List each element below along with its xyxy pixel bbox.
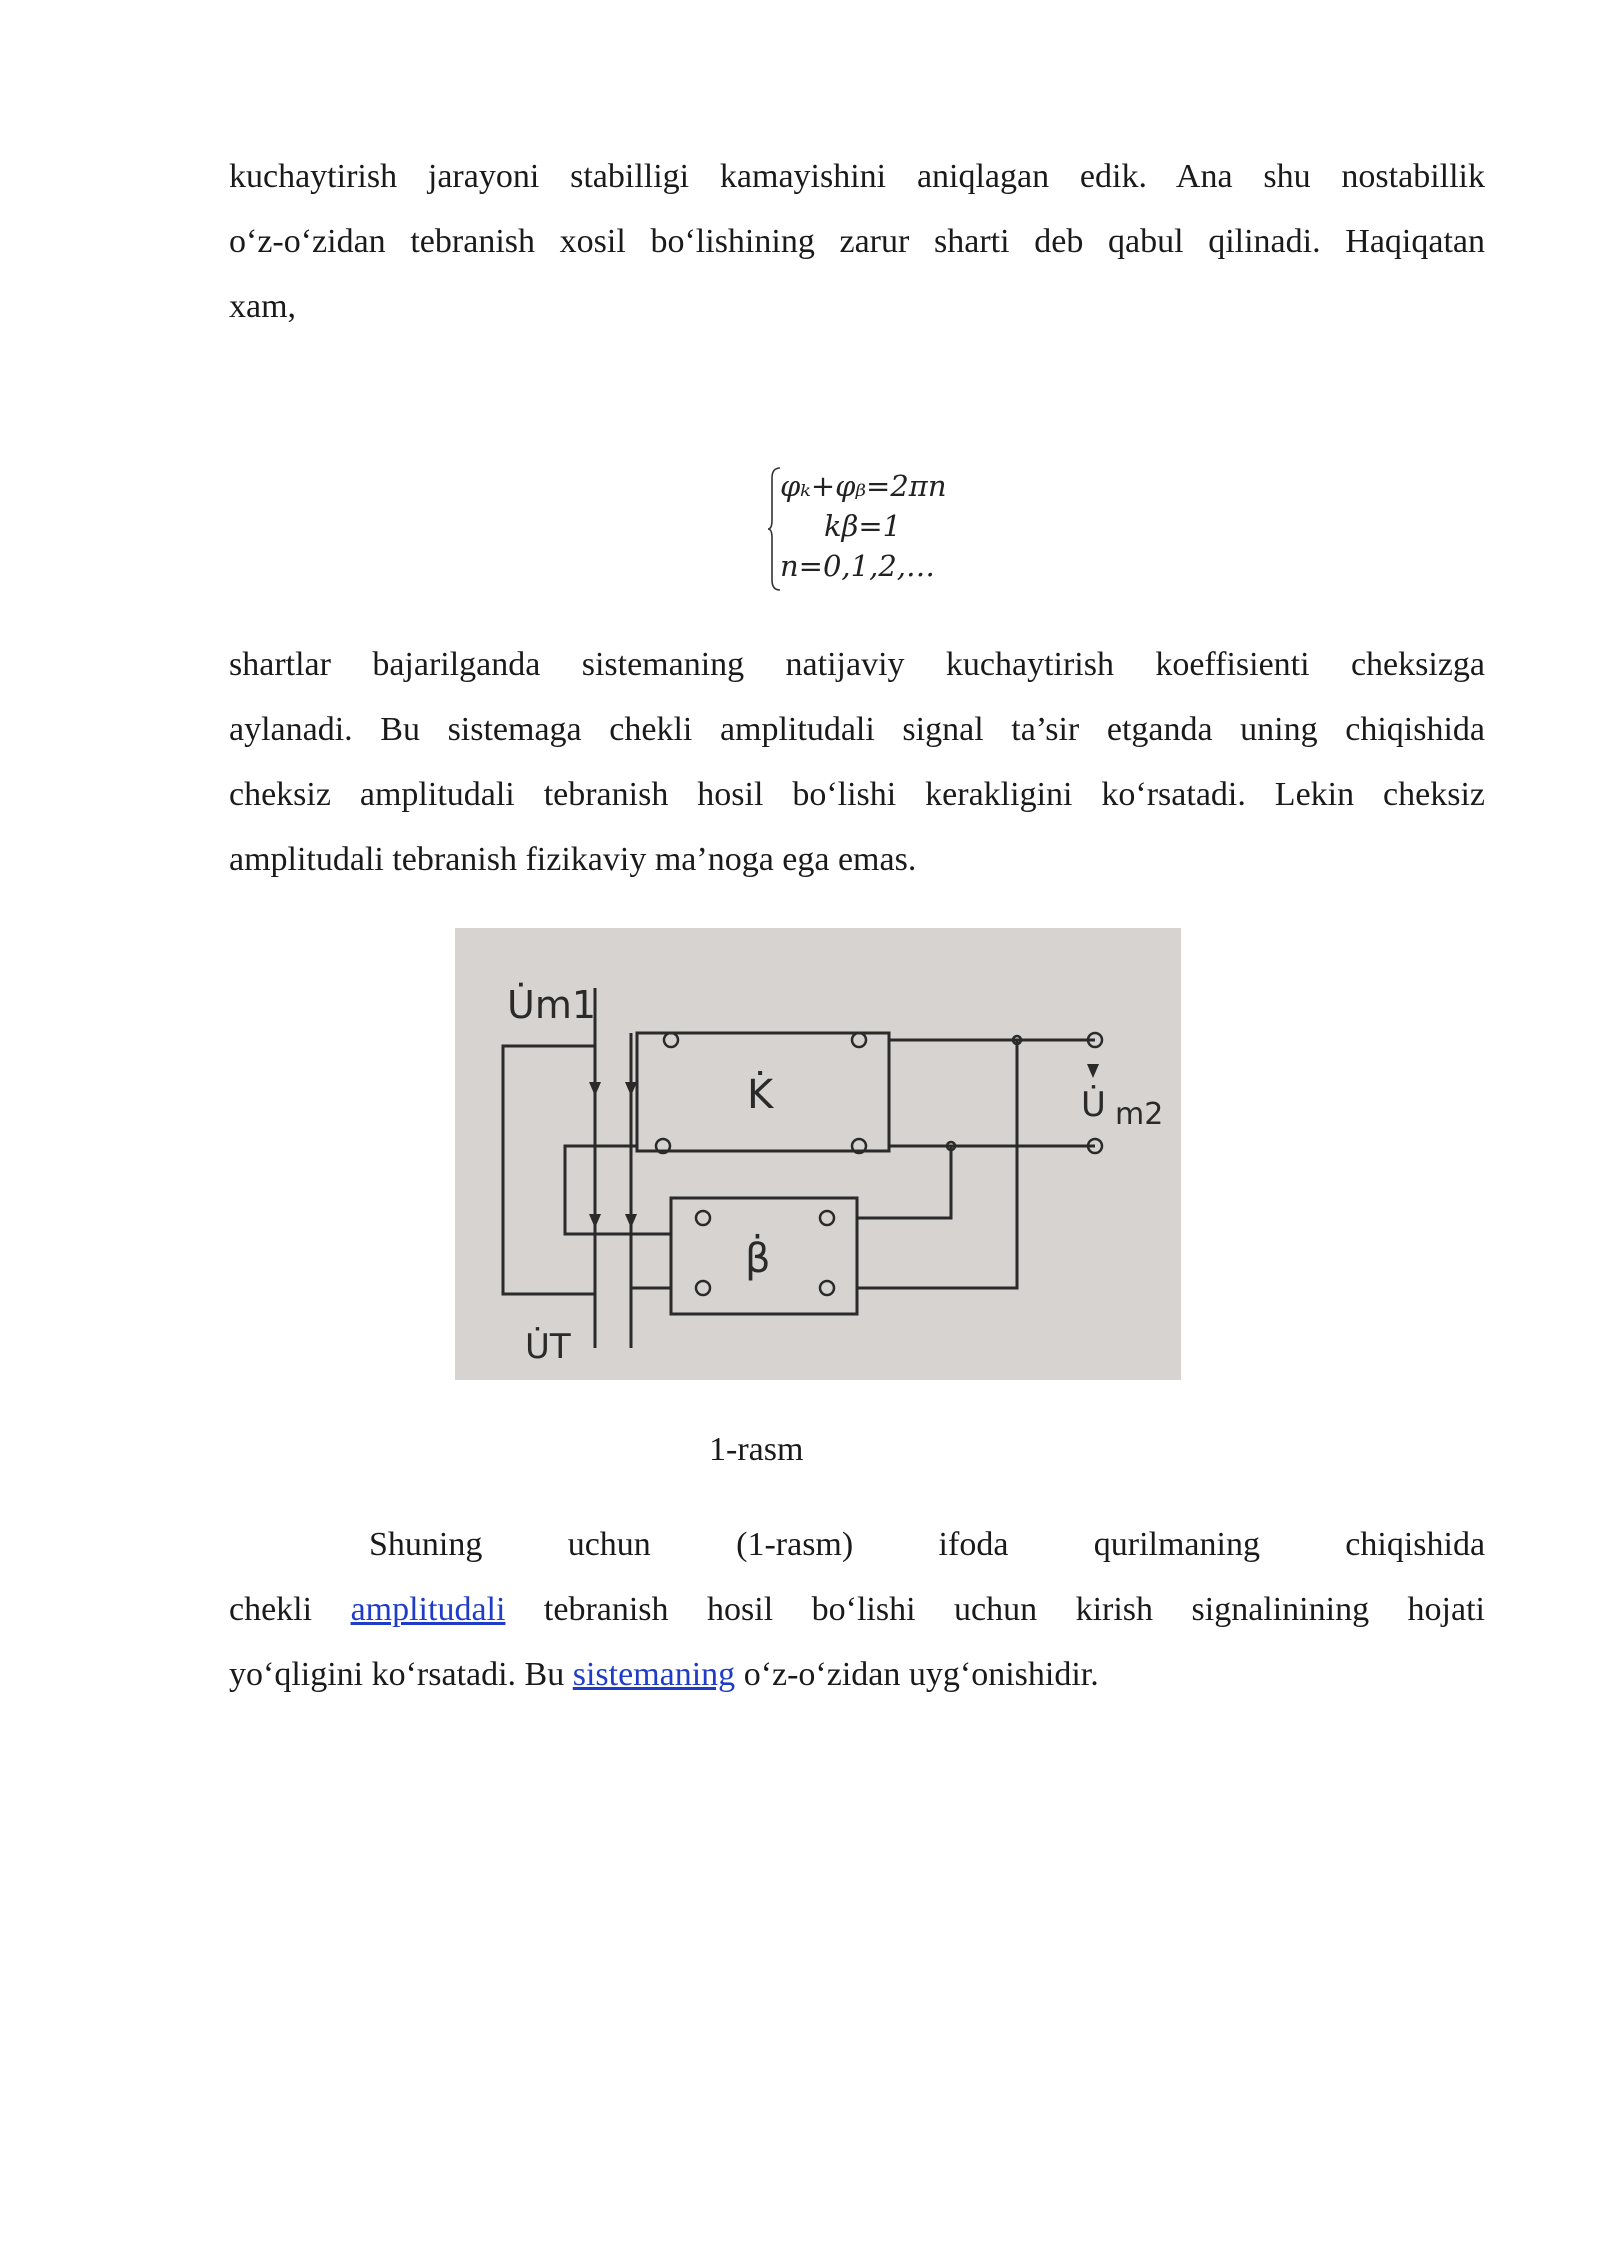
p3-word-5: qurilmaning — [1093, 1526, 1260, 1563]
formula-system — [768, 466, 1008, 592]
label-ut: U̇T — [525, 1327, 571, 1367]
circuit-figure — [455, 928, 1181, 1380]
paragraph-1-line-1: kuchaytirish jarayoni stabilligi kamayishini aniqlagan edik. Ana shu nostabillik — [229, 158, 1485, 195]
link-sistemaning[interactable]: sistemaning — [572, 1656, 736, 1693]
paragraph-2-line-2: aylanadi. Bu sistemaga chekli amplitudali signal ta’sir etganda uning chiqishida — [229, 711, 1485, 748]
label-beta: β̇ — [745, 1236, 771, 1282]
p3-word-3: (1-rasm) — [736, 1526, 854, 1563]
paragraph-3-line-2 — [229, 1577, 1485, 1642]
paragraph-3-line-3 — [229, 1642, 1485, 1707]
formula-row-3: n=0,1,2,… — [780, 549, 935, 583]
paragraph-3 — [229, 1512, 1485, 1707]
label-um2-u: U̇ — [1081, 1085, 1106, 1125]
paragraph-1 — [229, 144, 1485, 339]
p3-line2-post: tebranish hosil bo‘lishi uchun kirish signalinining hojati — [505, 1591, 1485, 1628]
label-um1: U̇m1 — [507, 983, 597, 1027]
p3-word-2: uchun — [567, 1526, 651, 1563]
label-um2-sub: m2 — [1115, 1097, 1164, 1132]
paragraph-2-line-4: amplitudali tebranish fizikaviy ma’noga ega emas. — [229, 841, 917, 878]
formula-row-2: kβ=1 — [824, 509, 902, 543]
label-k: K̇ — [747, 1072, 774, 1118]
paragraph-2 — [229, 632, 1485, 892]
link-amplitudali[interactable]: amplitudali — [350, 1591, 506, 1628]
formula-row-1: φₖ+φᵦ=2πn — [780, 469, 947, 503]
p3-word-6: chiqishida — [1345, 1526, 1486, 1563]
paragraph-1-line-3: xam, — [229, 288, 297, 325]
p3-word-1: Shuning — [369, 1526, 483, 1563]
paragraph-2-line-3: cheksiz amplitudali tebranish hosil bo‘lishi kerakligini ko‘rsatadi. Lekin cheksiz — [229, 776, 1485, 813]
paragraph-1-line-2: o‘z-o‘zidan tebranish xosil bo‘lishining zarur sharti deb qabul qilinadi. Haqiqatan — [229, 223, 1485, 260]
figure-caption-text: 1-rasm — [709, 1431, 804, 1468]
paragraph-2-line-1: shartlar bajarilganda sistemaning natijaviy kuchaytirish koeffisienti cheksizga — [229, 646, 1485, 683]
p3-line3-post: o‘z-o‘zidan uyg‘onishidir. — [735, 1656, 1099, 1693]
p3-line3-pre: yo‘qligini ko‘rsatadi. Bu — [229, 1656, 573, 1693]
circuit-diagram — [455, 928, 1181, 1380]
paragraph-3-line-1 — [229, 1512, 1485, 1577]
p3-line2-pre: chekli — [229, 1591, 351, 1628]
p3-word-4: ifoda — [938, 1526, 1009, 1563]
